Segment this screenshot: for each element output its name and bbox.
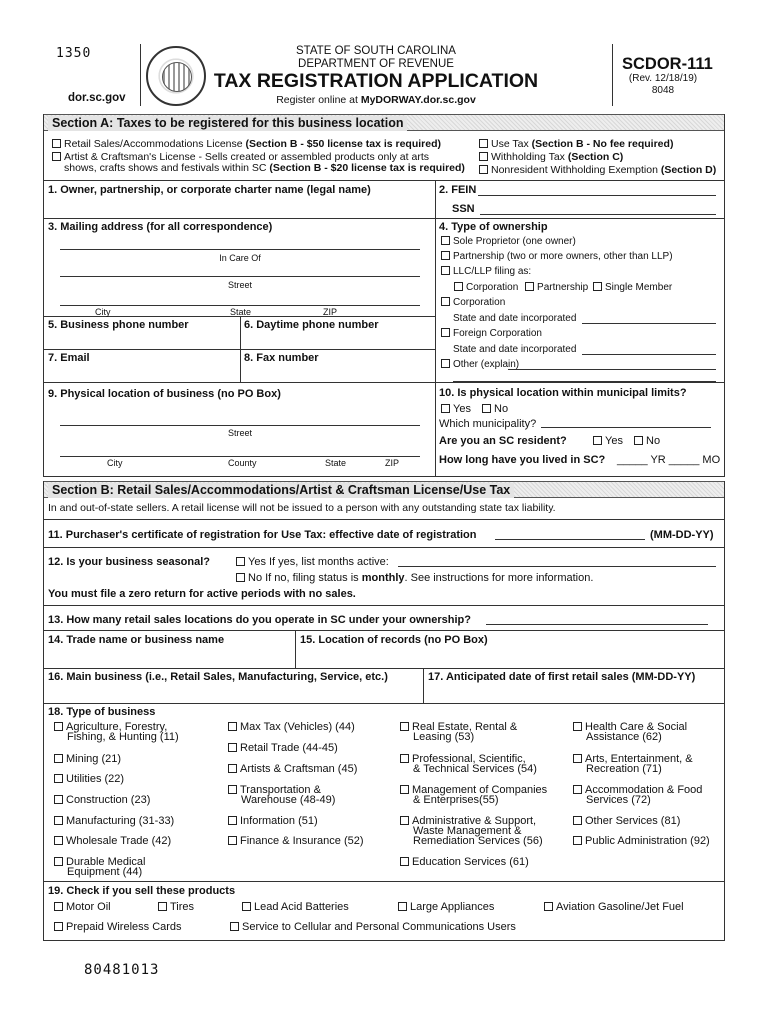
zero-return-note: You must file a zero return for active periods with no sales. [48,588,356,600]
corp-state-date-field[interactable] [582,312,716,324]
checkbox[interactable] [398,902,407,911]
rule [43,668,725,669]
business-type-option[interactable] [400,857,529,867]
business-type-option[interactable] [400,722,517,742]
product-option[interactable] [230,922,516,932]
physical-state-caption: State [325,458,347,468]
business-type-option[interactable] [228,722,355,732]
products-label: 19. Check if you sell these products [48,885,236,897]
checkbox[interactable] [400,754,409,763]
rule [43,630,725,631]
agency-name: STATE OF SOUTH CAROLINA DEPARTMENT OF REVENUE [296,45,456,70]
foreign-state-date-field[interactable] [582,343,716,355]
checkbox[interactable] [482,404,491,413]
tax-withholding-option[interactable]: Withholding Tax (Section C) [479,151,623,163]
business-type-label: 18. Type of business [48,706,156,718]
checkbox[interactable] [593,436,602,445]
checkbox[interactable] [573,722,582,731]
business-type-option[interactable] [54,722,179,742]
checkbox[interactable] [441,328,450,337]
option-label: Management of Companies [412,784,548,796]
municipal-yes[interactable]: Yes [441,403,471,415]
business-type-option[interactable] [54,754,121,764]
resident-no[interactable]: No [634,435,660,447]
business-type-option[interactable] [228,785,335,805]
business-type-option[interactable] [573,722,687,742]
tax-retail-option[interactable]: Retail Sales/Accommodations License (Section B - $50 license tax is required) [52,138,441,150]
checkbox[interactable] [454,282,463,291]
checkbox[interactable] [400,785,409,794]
rule [43,481,44,941]
product-option[interactable] [398,902,494,912]
business-type-option[interactable] [54,816,174,826]
form-revision: (Rev. 12/18/19) 8048 [628,73,698,96]
checkbox[interactable] [441,251,450,260]
form-number: SCDOR-111 [622,55,713,73]
physical-county-caption: County [228,458,257,468]
in-care-of-caption: In Care Of [219,253,261,263]
business-type-option[interactable] [573,836,710,846]
option-label: Information (51) [240,815,318,827]
checkbox[interactable] [400,722,409,731]
tax-use-option[interactable]: Use Tax (Section B - No fee required) [479,138,673,150]
checkbox[interactable] [573,836,582,845]
locations-count-label: 13. How many retail sales locations do you operate in SC under your ownership? [48,614,471,626]
checkbox[interactable] [525,282,534,291]
rule [43,547,725,548]
in-care-of-field[interactable] [60,238,420,250]
option-label: Aviation Gasoline/Jet Fuel [556,901,684,913]
physical-city-caption: City [107,458,123,468]
checkbox[interactable] [228,764,237,773]
checkbox[interactable] [52,152,61,161]
llc-corp-option[interactable]: Corporation [454,282,518,293]
option-label: Waste Management & [413,825,522,837]
mailing-address-label: 3. Mailing address (for all correspondence) [48,221,273,233]
owner-name-label: 1. Owner, partnership, or corporate charter name (legal name) [48,184,371,196]
which-municipality-field[interactable] [541,416,711,428]
ownership-foreign-option[interactable]: Foreign Corporation [441,328,542,339]
checkbox[interactable] [441,236,450,245]
street-caption: Street [227,280,252,290]
ownership-other-option[interactable]: Other (explain) [441,359,519,370]
option-label: Public Administration (92) [585,835,710,847]
rule [43,114,44,476]
option-label: Arts, Entertainment, & [585,753,693,765]
checkbox[interactable] [441,266,450,275]
product-option[interactable] [242,902,349,912]
fein-field[interactable] [478,183,716,196]
checkbox[interactable] [54,836,63,845]
product-option[interactable] [158,902,194,912]
option-label: Services (72) [586,794,651,806]
daytime-phone-label: 6. Daytime phone number [244,319,379,331]
option-label: Finance & Insurance (52) [240,835,364,847]
checkbox[interactable] [158,902,167,911]
rule [43,519,725,520]
section-a-header [43,114,725,131]
rule [43,605,725,606]
seasonal-no[interactable]: No If no, filing status is monthly. See instructions for more information. [236,572,593,584]
city-state-zip-field[interactable] [60,294,420,306]
street-field[interactable] [60,265,420,277]
tax-nonresident-option[interactable]: Nonresident Withholding Exemption (Section D) [479,164,716,176]
section-b-note: In and out-of-state sellers. A retail license will not be issued to a person with any outstanding state tax liability. [48,502,556,514]
rule [43,349,436,350]
option-label: Agriculture, Forestry, [66,721,168,733]
checkbox[interactable] [634,436,643,445]
checkbox[interactable] [441,297,450,306]
option-label: Service to Cellular and Personal Communications Users [242,921,516,933]
checkbox[interactable] [593,282,602,291]
product-option[interactable] [54,922,182,932]
checkbox[interactable] [54,795,63,804]
option-label: & Technical Services (54) [413,763,537,775]
business-type-option[interactable] [400,816,543,846]
option-label: & Enterprises(55) [413,794,499,806]
checkbox[interactable] [479,165,488,174]
rule [43,940,725,941]
option-label: Administrative & Support, [412,815,537,827]
checkbox[interactable] [573,785,582,794]
checkbox[interactable] [228,743,237,752]
checkbox[interactable] [228,836,237,845]
register-online: Register online at MyDORWAY.dor.sc.gov [276,94,476,106]
other-explain-field-2[interactable] [453,370,716,382]
rule [43,881,725,882]
rule [724,114,725,476]
rule [423,668,424,703]
ownership-llc-option[interactable]: LLC/LLP filing as: [441,266,531,277]
option-label: Equipment (44) [67,866,143,878]
ownership-partnership-option[interactable]: Partnership (two or more owners, other than LLP) [441,251,673,262]
business-type-option[interactable] [400,785,547,805]
first-sale-date-label: 17. Anticipated date of first retail sales (MM-DD-YY) [428,671,696,683]
business-type-option[interactable] [228,764,357,774]
option-label: Lead Acid Batteries [254,901,349,913]
sc-resident-label: Are you an SC resident? [439,435,567,447]
trade-name-label: 14. Trade name or business name [48,634,225,646]
checkbox[interactable] [54,857,63,866]
checkbox[interactable] [573,754,582,763]
business-type-option[interactable] [400,754,537,774]
resident-yes[interactable]: Yes [593,435,623,447]
option-label: Real Estate, Rental & [412,721,518,733]
checkbox[interactable] [242,902,251,911]
business-type-option[interactable] [573,785,702,805]
rule [43,180,725,181]
checkbox[interactable] [400,857,409,866]
checkbox[interactable] [54,922,63,931]
business-type-option[interactable] [54,774,124,784]
rule [43,382,725,383]
seasonal-label: 12. Is your business seasonal? [48,556,211,568]
checkbox[interactable] [479,152,488,161]
records-location-label: 15. Location of records (no PO Box) [300,634,488,646]
rule [435,180,436,476]
other-explain-field[interactable] [508,358,716,370]
ssn-field[interactable] [480,203,716,215]
resident-yes-no [593,435,660,447]
checkbox[interactable] [54,902,63,911]
checkbox[interactable] [54,816,63,825]
option-label: Warehouse (48-49) [241,794,336,806]
business-phone-label: 5. Business phone number [48,319,189,331]
checkbox[interactable] [228,722,237,731]
zip-caption: ZIP [323,307,338,317]
option-label: Recreation (71) [586,763,662,775]
option-label: Remediation Services (56) [413,835,543,847]
option-label: Professional, Scientific, [412,753,526,765]
checkbox[interactable] [544,902,553,911]
option-label: Education Services (61) [412,856,529,868]
rule [724,481,725,941]
option-label: Construction (23) [66,794,151,806]
option-label: Large Appliances [410,901,495,913]
use-tax-date-field[interactable] [495,528,645,540]
business-type-option[interactable] [573,754,693,774]
business-type-option[interactable] [228,836,364,846]
llc-single-option[interactable]: Single Member [593,282,672,293]
physical-location-label: 9. Physical location of business (no PO Box) [48,388,281,400]
municipal-no[interactable]: No [482,403,508,415]
tax-artist-option[interactable]: Artist & Craftsman's License - Sells created or assembled products only at arts shows, crafts shows and festivals within SC (Section B - $20 license tax is required) [52,152,465,174]
option-label: Mining (21) [66,753,122,765]
checkbox[interactable] [441,404,450,413]
checkbox[interactable] [236,557,245,566]
seasonal-yes[interactable]: Yes If yes, list months active: [236,556,389,568]
rule [43,703,725,704]
rule [43,476,725,477]
foreign-state-date-label: State and date incorporated [453,344,577,355]
municipal-yes-no [441,403,508,415]
physical-street-field[interactable] [60,414,420,426]
use-tax-date-format: (MM-DD-YY) [650,529,714,541]
checkbox[interactable] [228,785,237,794]
product-option[interactable] [544,902,684,912]
physical-street-caption: Street [227,428,252,438]
option-label: Fishing, & Hunting (11) [67,731,179,743]
ownership-type-label: 4. Type of ownership [439,221,548,233]
state-caption: State [230,307,252,317]
ownership-sole-option[interactable]: Sole Proprietor (one owner) [441,236,576,247]
llc-partnership-option[interactable]: Partnership [525,282,588,293]
option-label: Utilities (22) [66,773,125,785]
checkbox[interactable] [54,722,63,731]
rule [43,218,725,219]
business-type-option[interactable] [228,816,318,826]
option-label: Manufacturing (31-33) [66,815,175,827]
checkbox[interactable] [228,816,237,825]
option-label: Health Care & Social [585,721,688,733]
section-b-title: Section B: Retail Sales/Accommodations/Artist & Craftsman License/Use Tax [48,483,514,498]
section-a-title: Section A: Taxes to be registered for this business location [48,116,407,131]
option-label: Tires [170,901,195,913]
checkbox[interactable] [479,139,488,148]
locations-count-field[interactable] [486,613,708,625]
option-label: Retail Trade (44-45) [240,742,338,754]
ownership-corporation-option[interactable]: Corporation [441,297,505,308]
years-in-sc-label: How long have you lived in SC? [439,454,606,466]
option-label: Leasing (53) [413,731,475,743]
business-type-option[interactable] [54,857,145,877]
section-b-header [43,481,725,498]
option-label: Assistance (62) [586,731,662,743]
business-type-option[interactable] [54,795,150,805]
checkbox[interactable] [573,816,582,825]
checkbox[interactable] [52,139,61,148]
seasonal-months-field[interactable] [398,555,716,567]
form-code: 1350 [56,46,92,61]
rule [295,630,296,668]
physical-zip-caption: ZIP [385,458,400,468]
option-label: Motor Oil [66,901,111,913]
business-type-option[interactable] [228,743,338,753]
fax-label: 8. Fax number [244,352,319,364]
checkbox[interactable] [441,359,450,368]
option-label: Artists & Craftsman (45) [240,763,358,775]
option-label: Durable Medical [66,856,146,868]
product-option[interactable] [54,902,111,912]
option-label: Wholesale Trade (42) [66,835,172,847]
option-label: Transportation & [240,784,321,796]
physical-city-field[interactable] [60,445,420,457]
option-label: Other Services (81) [585,815,681,827]
municipal-limits-label: 10. Is physical location within municipal limits? [439,387,687,399]
city-caption: City [95,307,111,317]
form-barcode-number: 80481013 [84,962,160,978]
option-label: Prepaid Wireless Cards [66,921,182,933]
ssn-label: SSN [452,203,475,215]
page-title: TAX REGISTRATION APPLICATION [213,70,539,92]
business-type-option[interactable] [573,816,680,826]
checkbox[interactable] [54,774,63,783]
which-municipality-label: Which municipality? [439,418,537,430]
llc-filing-options [454,282,672,293]
use-tax-date-label: 11. Purchaser's certificate of registration for Use Tax: effective date of registration [48,529,477,541]
website: dor.sc.gov [68,92,126,104]
email-label: 7. Email [48,352,90,364]
checkbox[interactable] [400,816,409,825]
business-type-option[interactable] [54,836,171,846]
main-business-label: 16. Main business (i.e., Retail Sales, Manufacturing, Service, etc.) [48,671,388,683]
fein-label: 2. FEIN [439,184,477,196]
checkbox[interactable] [230,922,239,931]
checkbox[interactable] [236,573,245,582]
option-label: Max Tax (Vehicles) (44) [240,721,355,733]
corp-state-date-label: State and date incorporated [453,313,577,324]
checkbox[interactable] [54,754,63,763]
option-label: Accommodation & Food [585,784,703,796]
years-in-sc-field[interactable]: _____ YR _____ MO [617,454,721,466]
